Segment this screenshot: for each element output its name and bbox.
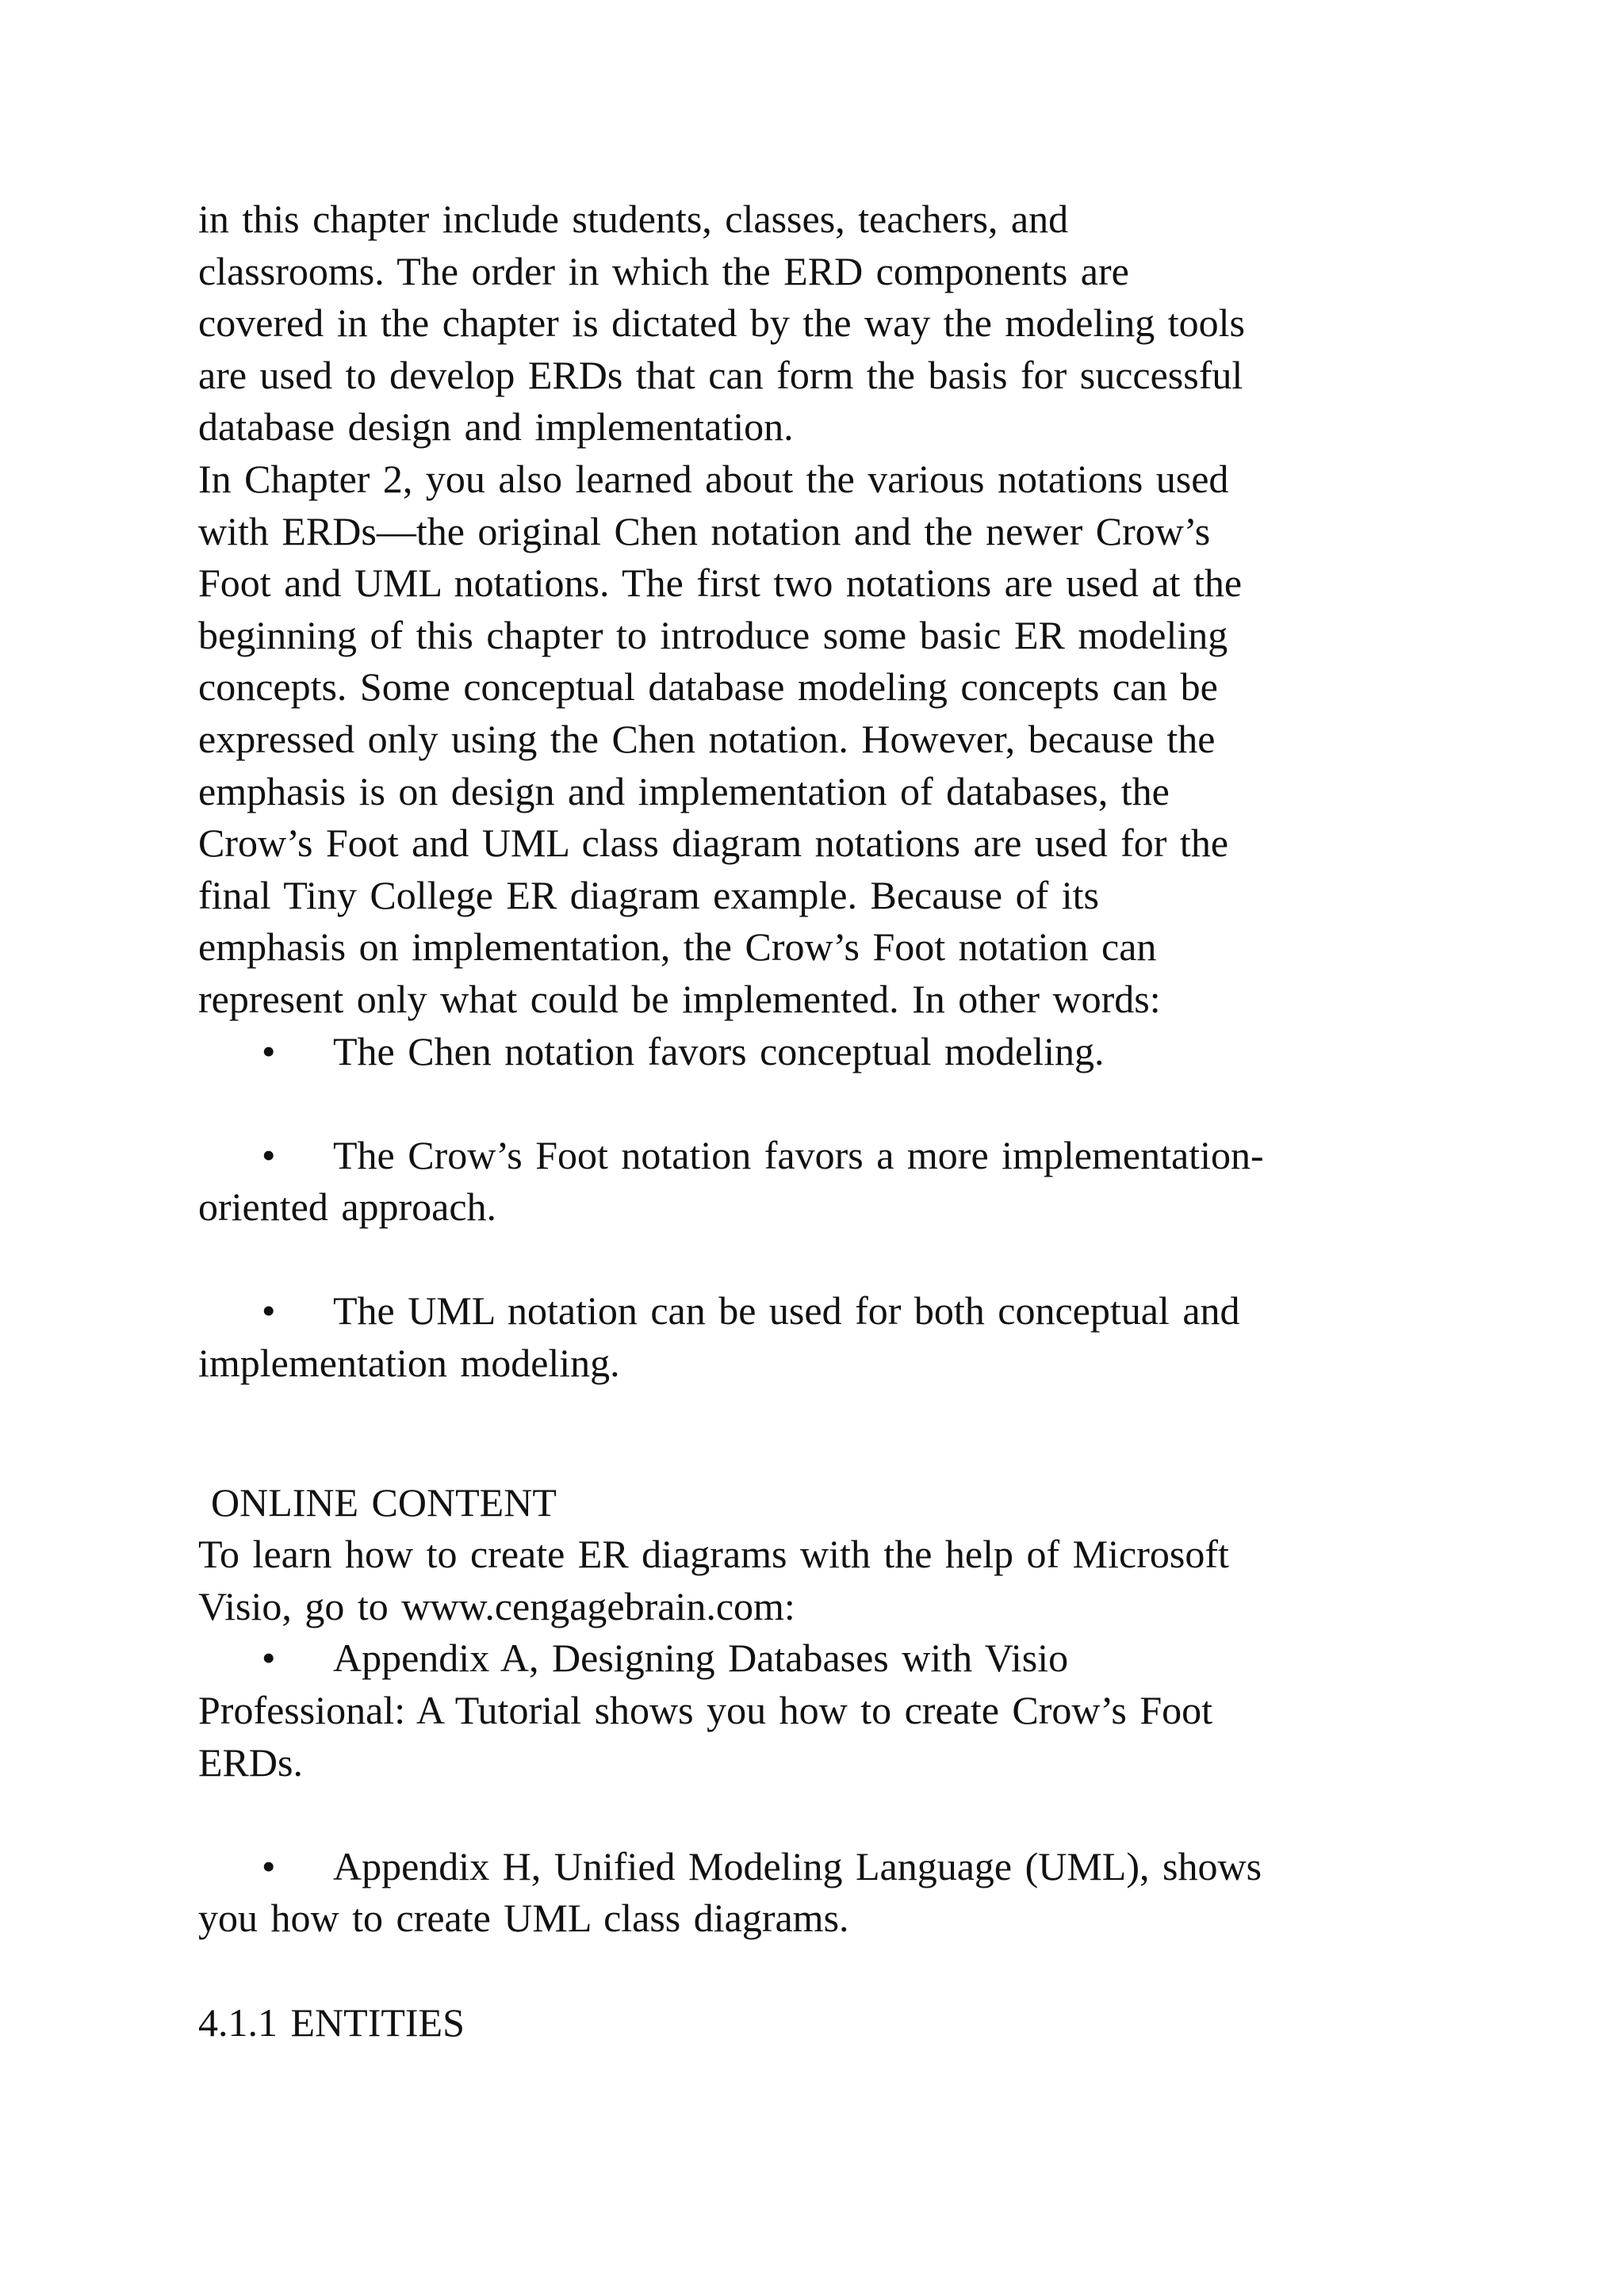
bullet-icon: •	[262, 1636, 276, 1681]
spacer	[198, 1390, 1443, 1477]
spacer	[198, 1077, 1443, 1130]
bullet-line	[198, 1026, 1443, 1078]
bullet-continuation: you how to create UML class diagrams.	[198, 1896, 849, 1941]
bullet-text: Appendix H, Unified Modeling Language (UML), shows	[333, 1843, 1262, 1888]
text-line: emphasis on implementation, the Crow’s Foot notation can	[198, 924, 1157, 970]
text-line: represent only what could be implemented. In other words:	[198, 976, 1161, 1021]
paragraph-notations	[198, 453, 1443, 1026]
text-line: Crow’s Foot and UML class diagram notations are used for the	[198, 821, 1229, 866]
bullet-icon: •	[262, 1028, 276, 1073]
text-line: final Tiny College ER diagram example. Because of its	[198, 872, 1099, 917]
text-line: are used to develop ERDs that can form the basis for successful	[198, 352, 1243, 397]
online-content-heading: ONLINE CONTENT	[211, 1479, 557, 1525]
text-line: with ERDs—the original Chen notation and the newer Crow’s	[198, 508, 1211, 553]
bullet-text: Appendix A, Designing Databases with Visio	[333, 1636, 1069, 1681]
bullet-continuation: oriented approach.	[198, 1184, 497, 1230]
document-page	[198, 193, 1443, 2049]
online-content-box	[198, 1477, 1443, 1633]
spacer	[198, 1234, 1443, 1286]
bullet-icon: •	[262, 1288, 276, 1334]
text-line: in this chapter include students, classes, teachers, and	[198, 197, 1069, 241]
spacer	[198, 1789, 1443, 1841]
text-line: beginning of this chapter to introduce some basic ER modeling	[198, 612, 1228, 657]
bullet-line	[198, 1841, 1443, 1893]
text-line: To learn how to create ER diagrams with the help of Microsoft	[198, 1532, 1229, 1577]
bullet-line	[198, 1130, 1443, 1182]
list-item	[198, 1285, 1443, 1389]
bullet-icon: •	[262, 1132, 276, 1177]
bullet-text: The Crow’s Foot notation favors a more implementation-	[333, 1132, 1264, 1177]
text-line: Foot and UML notations. The first two notations are used at the	[198, 561, 1243, 606]
list-item	[198, 1026, 1443, 1078]
bullet-icon: •	[262, 1843, 276, 1888]
text-line: database design and implementation.	[198, 404, 794, 450]
notation-bullet-list	[198, 1026, 1443, 1390]
list-item	[198, 1841, 1443, 1945]
paragraph-intro	[198, 193, 1443, 453]
spacer	[198, 1945, 1443, 1997]
bullet-line	[198, 1632, 1443, 1685]
appendix-bullet-list	[198, 1632, 1443, 1945]
bullet-continuation: ERDs.	[198, 1739, 303, 1785]
section-heading: 4.1.1 ENTITIES	[198, 1999, 465, 2045]
bullet-continuation: Professional: A Tutorial shows you how to create Crow’s Foot	[198, 1688, 1213, 1733]
bullet-line	[198, 1285, 1443, 1337]
bullet-text: The UML notation can be used for both conceptual and	[333, 1288, 1240, 1334]
text-line: covered in the chapter is dictated by the way the modeling tools	[198, 300, 1246, 346]
list-item	[198, 1130, 1443, 1234]
bullet-text: The Chen notation favors conceptual modeling.	[333, 1028, 1105, 1073]
text-line: expressed only using the Chen notation. However, because the	[198, 716, 1216, 761]
text-line: Visio, go to www.cengagebrain.com:	[198, 1583, 795, 1628]
bullet-continuation: implementation modeling.	[198, 1341, 620, 1386]
text-line: In Chapter 2, you also learned about the various notations used	[198, 456, 1229, 501]
text-line: classrooms. The order in which the ERD components are	[198, 248, 1129, 293]
text-line: concepts. Some conceptual database modeling concepts can be	[198, 664, 1218, 710]
text-line: emphasis is on design and implementation of databases, the	[198, 768, 1170, 813]
list-item	[198, 1632, 1443, 1789]
